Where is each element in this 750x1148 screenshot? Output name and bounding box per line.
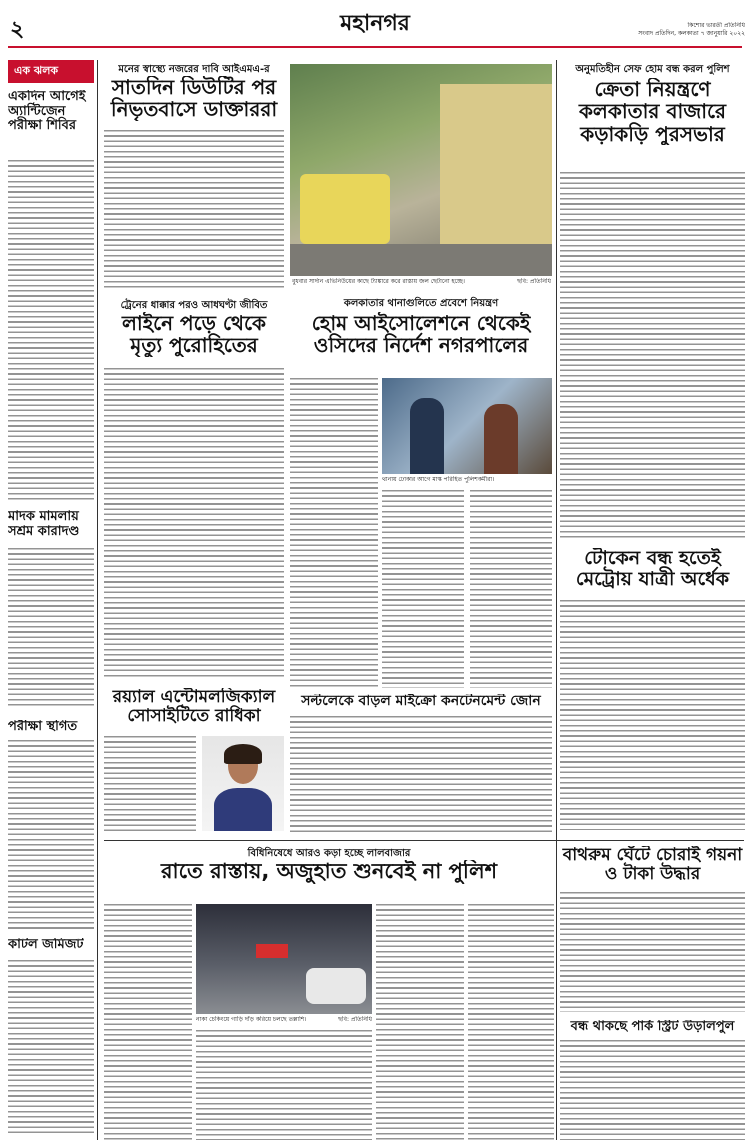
masthead-line2: সংবাদ প্রতিদিন, কলকাতা ৭ জানুয়ারি ২০২২ bbox=[638, 30, 745, 38]
saltlake-headline: সল্টলেকে বাড়ল মাইক্রো কনটেনমেন্ট জোন bbox=[301, 694, 541, 709]
page-number: ২ bbox=[10, 18, 25, 42]
header-rule bbox=[8, 46, 742, 48]
lalbazar-body-3 bbox=[376, 904, 464, 1140]
iso-photo-person-2 bbox=[484, 404, 518, 474]
lalbazar-photo-credit: ছবি: প্রতিনিধি bbox=[338, 1016, 372, 1023]
lower-right-divider bbox=[556, 840, 557, 1140]
royal-body bbox=[104, 736, 196, 831]
doctors-kicker: মনের স্বাস্থ্যে নজরের দাবি আইএমএ-র bbox=[118, 64, 270, 75]
left-item-title-1: একদিন আগেই অ্যান্টিজেন পরীক্ষা শিবির bbox=[8, 90, 86, 134]
home-iso-kicker: কলকাতার থানাগুলিতে প্রবেশে নিয়ন্ত্রণ bbox=[343, 298, 499, 309]
home-iso-body-1 bbox=[290, 378, 378, 688]
section-title: মহানগর bbox=[340, 12, 410, 36]
bathroom-headline: বাথরুম ঘেঁটে চোরাই গয়না ও টাকা উদ্ধার bbox=[562, 846, 743, 885]
lalbazar-photo bbox=[196, 904, 372, 1014]
lalbazar-photo-caption: নাকা চেকিংয়ে গাড়ি দাঁড় করিয়ে চলছে তল্লাশি। bbox=[196, 1016, 307, 1023]
lower-rule bbox=[104, 840, 744, 841]
iso-photo-person-1 bbox=[410, 398, 444, 474]
left-item-body-2 bbox=[8, 548, 94, 708]
parkstreet-body bbox=[560, 1040, 745, 1140]
metro-headline: টোকেন বন্ধ হতেই মেট্রোয় যাত্রী অর্ধেক bbox=[575, 548, 730, 591]
left-item-title-3: পরীক্ষা স্থগিত bbox=[8, 720, 78, 734]
main-photo bbox=[290, 64, 552, 276]
train-headline: লাইনে পড়ে থেকে মৃত্যু পুরোহিতের bbox=[122, 312, 266, 357]
portrait-body bbox=[214, 788, 272, 831]
metro-body bbox=[560, 600, 745, 830]
home-iso-body-2 bbox=[382, 490, 464, 688]
doctors-body bbox=[104, 130, 284, 290]
lalbazar-body-2 bbox=[196, 1030, 372, 1140]
left-item-body-3 bbox=[8, 740, 94, 930]
portrait-hair bbox=[224, 744, 262, 764]
left-item-title-4: কাটল জমিজট bbox=[8, 938, 84, 952]
photo-road bbox=[290, 244, 552, 276]
market-body bbox=[560, 172, 745, 540]
lalbazar-headline: রাতে রাস্তায়, অজুহাত শুনবেই না পুলিশ bbox=[160, 860, 498, 883]
photo-tanker bbox=[300, 174, 390, 244]
saltlake-body bbox=[290, 716, 552, 834]
lalbazar-photo-sign bbox=[256, 944, 288, 958]
radhika-photo bbox=[202, 736, 284, 831]
masthead-info bbox=[600, 22, 745, 39]
left-column-divider bbox=[97, 60, 98, 1140]
bathroom-body bbox=[560, 892, 745, 1012]
market-kicker: অনুমতিহীন সেফ হোম বন্ধ করল পুলিশ bbox=[575, 64, 730, 75]
left-column bbox=[8, 60, 94, 1140]
home-iso-headline: হোম আইসোলেশনে থেকেই ওসিদের নির্দেশ নগরপালের bbox=[311, 312, 531, 357]
market-headline: ক্রেতা নিয়ন্ত্রণে কলকাতার বাজারে কড়াকড়ি পুরসভার bbox=[578, 78, 727, 146]
lalbazar-kicker: বিধিনিষেধে আরও কড়া হচ্ছে লালবাজার bbox=[247, 848, 411, 859]
parkstreet-headline: বন্ধ থাকছে পার্ক স্ট্রিট উড়ালপুল bbox=[570, 1020, 735, 1034]
lalbazar-body-1 bbox=[104, 904, 192, 1140]
main-photo-caption: বুধবার সার্দান এভিনিউয়ের কাছে ট্যাঙ্কারে করে রাস্তায় জল ছেটানো হচ্ছে। bbox=[292, 278, 465, 285]
lalbazar-photo-car bbox=[306, 968, 366, 1004]
left-item-body-1 bbox=[8, 160, 94, 500]
ek-jhalak-label: এক ঝলক bbox=[8, 60, 94, 83]
left-item-title-2: মাদক মামলায় সশ্রম কারাদণ্ড bbox=[8, 510, 80, 539]
home-iso-body-3 bbox=[470, 490, 552, 688]
train-kicker: ট্রেনের ধাক্কার পরও আধঘণ্টা জীবিত bbox=[120, 300, 268, 311]
main-photo-credit: ছবি: প্রতিনিধি bbox=[517, 278, 551, 285]
page-header bbox=[0, 0, 750, 56]
home-iso-photo-caption: থানায় ঢোকার আগে মাস্ক পরিহিত পুলিশকর্মীরা। bbox=[382, 476, 495, 483]
left-item-body-4 bbox=[8, 960, 94, 1135]
home-iso-photo bbox=[382, 378, 552, 474]
masthead-line1: কিশোর ভারতী প্রতিনিধি bbox=[687, 22, 745, 29]
right-divider bbox=[556, 60, 557, 840]
lalbazar-body-4 bbox=[468, 904, 554, 1140]
doctors-headline: সাতদিন ডিউটির পর নিভৃতবাসে ডাক্তাররা bbox=[110, 76, 278, 121]
royal-headline: রয়্যাল এন্টোমলজিক্যাল সোসাইটিতে রাধিকা bbox=[112, 688, 276, 727]
train-body bbox=[104, 368, 284, 678]
